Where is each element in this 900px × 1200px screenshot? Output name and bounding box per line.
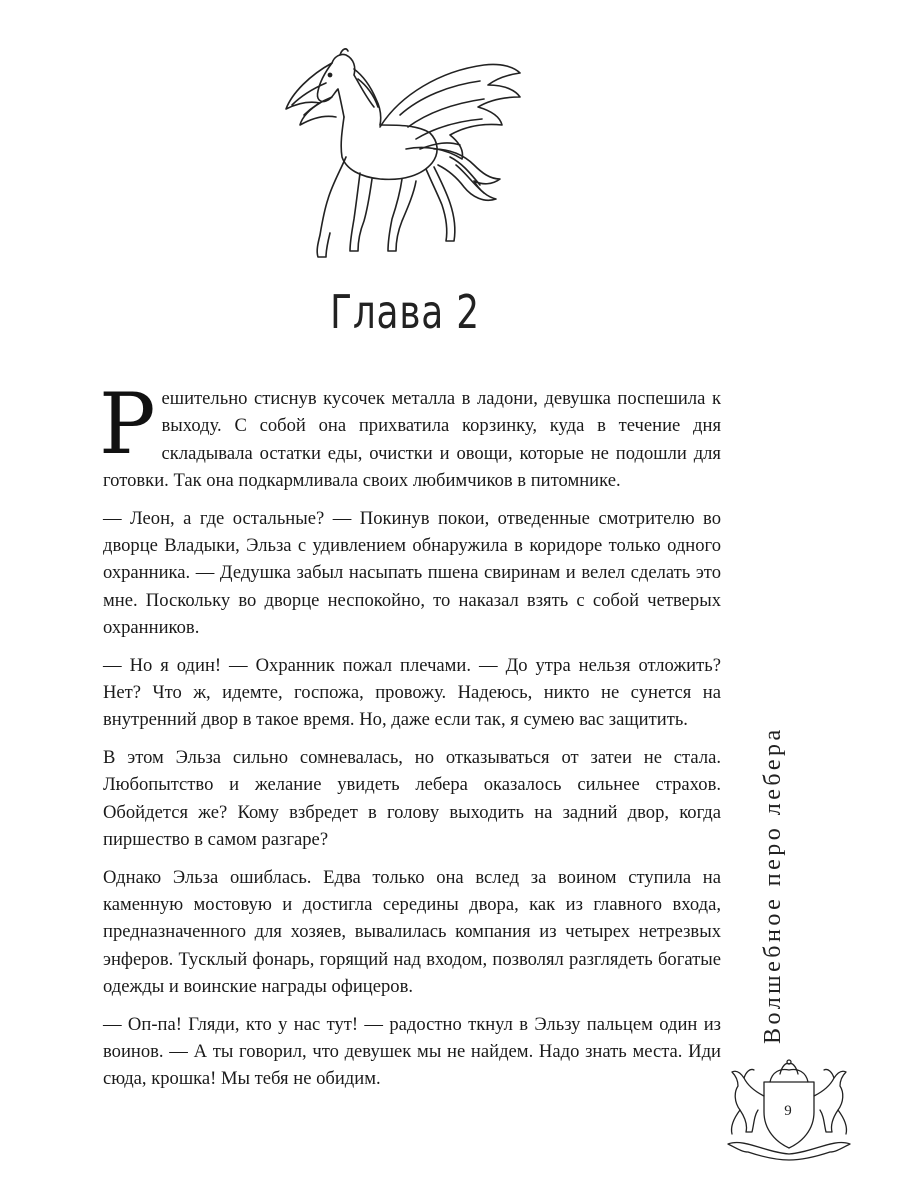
winged-horse-icon <box>270 45 530 275</box>
paragraph-6: — Оп-па! Гляди, кто у нас тут! — радостно ткнул в Эльзу пальцем один из воинов. — А ты говорил, что девушек мы не найдем. Надо знать места. Иди сюда, крошка! Мы тебя не обидим. <box>103 1013 721 1090</box>
paragraph-2: — Леон, а где остальные? — Покинув покои, отведенные смотрителю во дворце Владыки, Эльза с удивлением обнаружила в коридоре только одного охранника. — Дедушка забыл насыпать пшена свиринам и велел сделать это мне. Поскольку во дворце неспокойно, то наказал взять с собой четверых охранников. <box>103 507 721 639</box>
chapter-text <box>99 375 721 1103</box>
paragraph-3: — Но я один! — Охранник пожал плечами. — До утра нельзя отложить? Нет? Что ж, идемте, госпожа, провожу. Надеюсь, никто не сунется на внутренний двор в такое время. Но, даже если так, я сумею вас защитить. <box>103 654 721 731</box>
page-number: 9 <box>784 1103 792 1119</box>
paragraph-5: Однако Эльза ошиблась. Едва только она вслед за воином ступила на каменную мостовую и достигла середины двора, как из главного входа, предназначенного для хозяев, вывалилась компания из четырех нетрезвых энферов. Тусклый фонарь, горящий над входом, позволял разглядеть богатые одежды и воинские награды офицеров. <box>103 866 721 998</box>
paragraph-1 <box>99 375 721 495</box>
chapter-title: Глава 2 <box>330 285 480 339</box>
paragraph-1-text: ешительно стиснув кусочек металла в ладони, девушка поспешила к выходу. С собой она прихватила корзинку, куда в течение дня складывала остатки еды, очистки и овощи, которые не подошли для готовки. Так она подкармливала своих любимчиков в питомнике. <box>103 388 721 492</box>
running-title: Волшебное перо лебера <box>760 726 786 1044</box>
paragraph-4: В этом Эльза сильно сомневалась, но отказываться от затеи не стала. Любопытство и желание увидеть лебера оказалось сильнее страхов. Обойдется же? Кому взбредет в голову выходить на задний двор, когда пиршество в самом разгаре? <box>103 746 721 851</box>
drop-cap: Р <box>99 375 156 473</box>
